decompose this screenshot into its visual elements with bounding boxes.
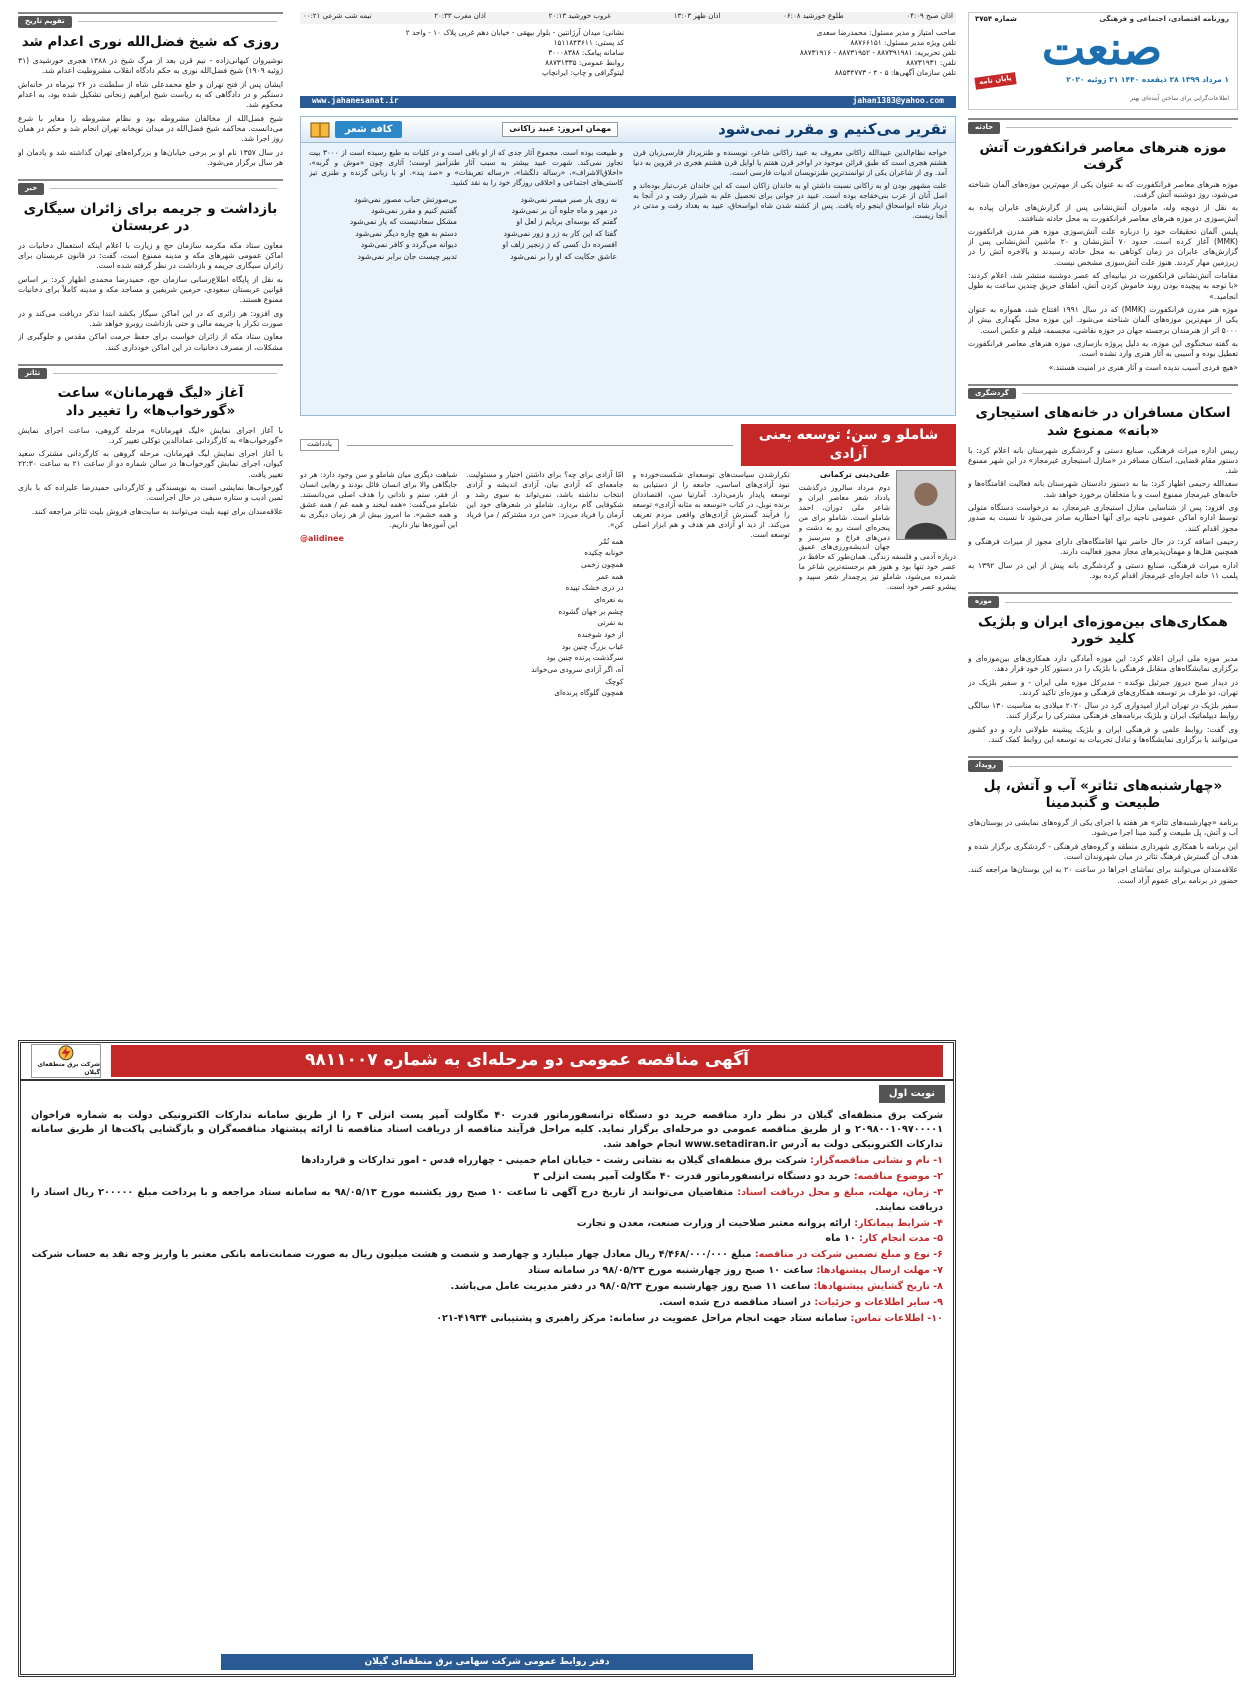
paragraph: به نقل از پایگاه اطلاع‌رسانی سازمان حج، حمیدرضا محمدی اظهار کرد: بر اساس قوانین عربستان سعودی، حرمین شریفین و مساجد مکه و مدینه کاملاً برای دخانیات ممنوع هستند.	[18, 274, 283, 305]
poem-line: همچون زخمی	[580, 559, 624, 569]
story-frankfurt	[968, 118, 1238, 376]
tender-round-badge: نوبت اول	[879, 1085, 945, 1103]
paragraph: معاون ستاد مکه از زائران خواست برای حفظ حرمت اماکن مقدس و جلوگیری از مشکلات، از مصرف دخانیات در این اماکن خودداری کنند.	[18, 332, 283, 352]
paragraph: امّا آزادی برای چه؟ برای داشتن اختیار و مسئولیت. جامعه‌ای که آزادی بیان، آزادی اندیشه و آزادی انتخاب نداشته باشد، نمی‌تواند به سوی رشد و شکوفایی گام بردارد. شاملو در شعرهای خود این آرمان را فریاد می‌زد: «من درد مشترکم / مرا فریاد کن».	[466, 470, 624, 529]
tender-advertisement	[18, 1040, 956, 1677]
tender-item-key: ۲- موضوع مناقصه:	[853, 1171, 943, 1183]
shamlou-header	[300, 424, 956, 466]
paragraph: با آغاز اجرای نمایش «لیگ قهرمانان» مرحله گروهی، ساعت اجرای نمایش «گورخواب‌ها» به کارگردانی عمادالدین توکلی تغییر کرد.	[18, 425, 283, 445]
shamlou-column	[633, 470, 790, 1000]
paragraph: وی افزود: هر زائری که در این اماکن سیگار بکشد ابتدا تذکر دریافت می‌کند و در صورت تکرار با جریمه مالی و حتی بازداشت روبرو خواهد شد.	[18, 308, 283, 328]
talk-column	[633, 148, 947, 404]
tender-header	[21, 1043, 953, 1081]
tender-item-key: ۸- تاریخ گشایش پیشنهادها:	[813, 1281, 943, 1293]
imprint-line: نشانی: میدان آرژانتین - بلوار بیهقی - خیابان دهم غربی پلاک ۱۰ - واحد ۲	[405, 28, 624, 37]
poem-line: تدبیر چیست جان برابر نمی‌شود	[357, 251, 457, 261]
paragraph: موزه هنرهای معاصر فرانکفورت که به عنوان یکی از مهم‌ترین موزه‌های آلمان شناخته می‌شود، روز دوشنبه آتش گرفت.	[968, 179, 1238, 199]
poem-line: دیوانه می‌گردد و کافر نمی‌شود	[360, 240, 457, 250]
section-tag	[968, 756, 1238, 775]
tender-item	[31, 1186, 943, 1216]
headline: «چهارشنبه‌های تئاتر» آب و آتش، پل طبیعت و گنبدمینا	[983, 777, 1223, 812]
imprint-box	[300, 28, 956, 92]
poem-column	[475, 194, 617, 262]
author-handle[interactable]: @alidinee	[300, 533, 344, 543]
tender-item	[31, 1217, 943, 1232]
tender-item	[31, 1154, 943, 1169]
poem-block	[309, 194, 623, 262]
cafe-poetry-title: تقریر می‌کنیم و مقرر نمی‌شود	[718, 120, 947, 139]
poem-line: مشکل سعادتیست که یار نمی‌شود	[349, 217, 457, 227]
paragraph: مقامات آتش‌نشانی فرانکفورت در بیانیه‌ای که عصر دوشنبه منتشر شد، اعلام کردند: «با توجه به پیچیده بودن روند خاموش کردن آتش، اطفای حریق چندین ساعت به طول انجامید.»	[968, 271, 1238, 301]
poem-line: سرگذشت پرنده چنین بود	[546, 653, 624, 663]
prayer-sunset: غروب خورشید ۲۰:۱۳	[548, 12, 611, 20]
masthead	[968, 12, 1238, 110]
tender-item-value: در اسناد مناقصه درج شده است.	[659, 1296, 811, 1308]
paragraph: خواجه نظام‌الدین عبیدالله زاکانی معروف به عبید زاکانی شاعر، نویسنده و طنزپرداز فارسی‌زبان قرن هشتم هجری است که طبق قرائن موجود در اواخر قرن هفتم یا اوایل قرن هشتم هجری در قزوین به دنیا آمد. وی از شاعران یکی از توانمندترین طنزنویسان ادبیات فارسی است.	[633, 148, 947, 177]
section-tag	[968, 118, 1238, 137]
tag-label: تئاتر	[18, 368, 47, 380]
tag-label: خبر	[18, 183, 44, 195]
poem-line: در مهر و ماه جلوه آن بر نمی‌شود	[511, 206, 617, 216]
poem-line: به نعره‌ای	[594, 594, 624, 604]
poem-line: کوچک	[605, 676, 624, 686]
issue-dates: ۱ مرداد ۱۳۹۹ ۲۸ ذیقعده ۱۴۴۰ ۲۱ ژوئیه ۲۰۲۰	[1066, 75, 1229, 84]
tender-item-key: ۷- مهلت ارسال پیشنهادها:	[816, 1265, 943, 1277]
guest-badge	[502, 122, 618, 137]
right-column	[968, 12, 1238, 897]
section-tag	[18, 179, 283, 198]
section-tag	[18, 364, 283, 383]
prayer-times	[300, 12, 956, 24]
poem-line: از خود شوخنده	[577, 629, 624, 639]
paragraph: تکرارشدن سیاست‌های توسعه‌ای شکست‌خورده و نبود آزادی‌های اساسی، جامعه را از دستیابی به توسعه پایدار بازمی‌دارد. آمارتیا سن، اقتصاددان برنده نوبل، در کتاب «توسعه به مثابه آزادی» توسعه را فرآیند گسترش آزادی‌های واقعی مردم تعریف می‌کند. از دید او آزادی هم هدف و هم ابزار اصلی توسعه است.	[632, 470, 790, 539]
paragraph: سفیر بلژیک در تهران ابراز امیدواری کرد در سال ۲۰۲۰ میلادی به مناسبت ۱۳۰ سالگی روابط دیپلماتیک ایران و بلژیک برنامه‌های فرهنگی مشترکی را برگزار کنند.	[968, 701, 1238, 721]
paragraph: وی افزود: پس از شناسایی منازل استیجاری غیرمجاز، به درخواست دستگاه متولی توسط اداره اماکن عمومی ناجیه برای آنها اخطاریه صادر می‌شود تا نسبت به صدور مجوز اقدام کنند.	[968, 503, 1238, 533]
tender-item	[31, 1170, 943, 1185]
book-icon	[309, 119, 331, 141]
masthead-tagline: اطلاعات‌گرایی برای ساختن آینده‌ای بهتر	[1130, 95, 1229, 102]
tender-item-value: خرید دو دستگاه ترانسفورماتور قدرت ۴۰ مگاولت آمپر پست انزلی ۳	[533, 1171, 851, 1183]
headline: آغاز «لیگ قهرمانان» ساعت «گورخواب‌ها» را تغییر داد	[57, 385, 244, 419]
tender-item-key: ۴- شرایط پیمانکار:	[854, 1217, 943, 1229]
story-theater-wednesdays	[968, 756, 1238, 888]
tender-item-key: ۹- سایر اطلاعات و جزئیات:	[814, 1296, 943, 1308]
poem-line: دستم به هیچ چاره دیگر نمی‌شود	[355, 228, 457, 238]
paragraph: معاون ستاد مکه مکرمه سازمان حج و زیارت با اعلام اینکه استعمال دخانیات در اماکن عمومی شهرهای مکه و مدینه ممنوع است، گفت: در قانون عربستان برای زائران سیگاری جریمه و بازداشت در نظر گرفته شده است.	[18, 240, 283, 271]
shamlou-columns	[300, 470, 956, 1000]
shamlou-title: شاملو و سن؛ توسعه یعنی آزادی	[741, 424, 956, 466]
tag-label: رویداد	[968, 760, 1003, 772]
paragraph: در سال ۱۳۵۷ نام او بر برخی خیابان‌ها و بزرگراه‌های تهران گذاشته شد و یادمان او هر سال برگزار می‌شود.	[18, 147, 283, 167]
poem-line: گفتا که این کار به زر و زور نمی‌شود	[503, 228, 617, 238]
paragraph: علت مشهور بودن او به زاکانی نسبت داشتن او به خاندان زاکان است که این خاندان عرب‌تبار بوده‌اند و اصل آنان از عرب بنی‌خفاجه بوده است. عبید در جوانی برای تحصیل علم به شیراز رفت و در آنجا به دربار شاه ابواسحاق اینجو راه یافت. پس از کشته شدن شاه ابواسحاق، عبید به بغداد رفت و مدتی در آنجا زیست.	[633, 180, 947, 220]
paragraph: به نقل از دویچه وله، ماموران آتش‌نشانی پس از گزارش‌های عابران پیاده به آتش‌سوزی در موزه هنرهای معاصر فرانکفورت به محل حادثه شتافتند.	[968, 203, 1238, 223]
poem-line: همه تُمّر	[598, 536, 624, 546]
imprint-line: صاحب امتیاز و مدیر مسئول: محمدرضا سعدی	[816, 28, 956, 37]
paragraph: شیخ فضل‌الله از مخالفان مشروطه بود و نظام مشروطه را مغایر با شرع می‌دانست. محاکمه شیخ فضل‌الله در میدان توپخانه تهران انجام شد و حکم در همان روز اجرا شد.	[18, 113, 283, 144]
imprint-line: لیتوگرافی و چاپ: ایرانچاپ	[542, 67, 624, 77]
company-name: شرکت برق منطقه‌ای گیلان	[37, 1060, 100, 1076]
headline: موزه هنرهای معاصر فرانکفورت آتش گرفت	[979, 139, 1227, 174]
lightning-icon	[51, 1045, 81, 1061]
paragraph: مدیر موزه ملی ایران اعلام کرد: این موزه آمادگی دارد همکاری‌های بین‌موزه‌ای و برگزاری نمایشگاه‌های متقابل فرهنگی با بلژیک را در دستور کار خود قرار دهد.	[968, 653, 1238, 674]
prayer-midnight: نیمه شب شرعی ۰۰:۲۱	[303, 12, 372, 20]
column-label: یادداشت	[300, 439, 339, 451]
shamlou-column	[466, 470, 623, 1000]
talk-column	[309, 148, 623, 404]
email-link[interactable]: jahan1383@yahoo.com	[852, 96, 944, 105]
newspaper-page	[18, 12, 1238, 1677]
tender-item-value: متقاضیان می‌توانند از تاریخ درج آگهی تا ساعت ۱۰ صبح روز یکشنبه مورخ ۹۸/۰۵/۱۳ به سامانه ستاد مراجعه و با پرداخت مبلغ ۲۰۰۰۰۰ ریال اسناد را دریافت نمایند.	[31, 1186, 943, 1213]
poem-line: بی‌صورتش حباب مصور نمی‌شود	[354, 194, 457, 204]
paragraph: «هیچ فردی آسیب ندیده است و آثار هنری در امنیت هستند.»	[1048, 362, 1238, 372]
poem-line: در دری خشک تپیده	[565, 583, 624, 593]
shamlou-article	[300, 424, 956, 984]
shamlou-poem	[466, 536, 623, 699]
story-fazlollah	[18, 12, 283, 171]
poem-line: نه روی یار صبر میسر نمی‌شود	[520, 194, 617, 204]
cafe-poetry-columns	[301, 143, 955, 409]
tender-footer: دفتر روابط عمومی شرکت سهامی برق منطقه‌ای گیلان	[221, 1654, 753, 1670]
tender-item-value: ساعت ۱۰ صبح روز چهارشنبه مورخ ۹۸/۰۵/۲۳ در سامانه ستاد	[528, 1265, 814, 1277]
paragraph: علاقه‌مندان می‌توانند برای تماشای اجراها در ساعت ۲۰ به این بوستان‌ها مراجعه کنند. حضور در برنامه برای عموم آزاد است.	[968, 865, 1238, 885]
tender-item-value: سامانه ستاد جهت انجام مراحل عضویت در سامانه: مرکز راهبری و پشتیبانی ۴۱۹۳۴-۰۲۱	[436, 1312, 848, 1324]
tender-item	[31, 1280, 943, 1295]
paragraph: پلیس آلمان تحقیقات خود را درباره علت آتش‌سوزی موزه هنر مدرن فرانکفورت (MMK) آغاز کرده است. حدود ۷۰ آتش‌نشان و ۲۰ ماشین آتش‌نشانی پس از گزارش‌های عابران در زمان کوتاهی به محل حادثه رسیدند و بالاخره آتش را در زیرزمین مهار کردند. هنوز علت آتش‌سوزی مشخص نیست.	[968, 226, 1238, 267]
headline: همکاری‌های بین‌موزه‌ای ایران و بلژیک کلید خورد	[978, 613, 1228, 648]
shamlou-column	[799, 470, 956, 1000]
tender-item-key: ۱- نام و نشانی مناقصه‌گزار:	[810, 1155, 943, 1167]
paragraph: اداره میراث فرهنگی، صنایع دستی و گردشگری بانه پیش از این در سال ۱۳۹۲ به پلمب ۱۱ خانه اجاره‌ای غیرمجاز اقدام کرده بود.	[968, 560, 1238, 580]
poem-line: همه عمر	[596, 571, 624, 581]
story-belgium	[968, 592, 1238, 748]
poem-line: به نفرتی	[597, 618, 624, 628]
tender-item	[31, 1264, 943, 1279]
paragraph: سعدالله رحیمی اظهار کرد: بنا به دستور دادستان شهرستان بانه فعالیت اقامتگاه‌ها و خانه‌های غیرمجاز ممنوع است و با متخلفان برخورد خواهد شد.	[968, 479, 1238, 499]
section-tag	[968, 384, 1238, 403]
paragraph: گورخواب‌ها نمایشی است به نویسندگی و کارگردانی حمیدرضا علیزاده که با بازی ثمین ادیب و ستاره سیفی در حال اجراست.	[18, 483, 283, 503]
paragraph: در دیدار صبح دیروز جبرئیل نوکنده - مدیرکل موزه ملی ایران - و سفیر بلژیک در تهران، دو طرف بر توسعه همکاری‌های فرهنگی و موزه‌ای تاکید کردند.	[968, 677, 1238, 697]
website-link[interactable]: www.jahanesanat.ir	[312, 96, 399, 105]
tag-label: موزه	[968, 596, 999, 608]
prayer-sunrise: طلوع خورشید ۰۶:۰۸	[783, 12, 844, 20]
poem-line: گفتیم کنیم و مقرر نمی‌شود	[371, 206, 457, 216]
imprint-line: روابط عمومی: ۸۸۷۳۱۳۳۵	[545, 57, 624, 67]
imprint-line: تلفن تحریریه: ۸۸۷۳۹۱۹۸۱ - ۸۸۷۳۱۹۵۲ - ۸۸۷۳۱۹۱۶	[799, 47, 956, 57]
poem-line: گفتم که بوسه‌ای بربایم ز لعل او	[516, 217, 617, 227]
imprint-line: تلفن: ۸۸۷۳۱۹۳۱	[906, 57, 956, 67]
cafe-poetry-box	[300, 116, 956, 416]
poem-line: خونابه چکیده	[584, 548, 624, 558]
tender-item	[31, 1312, 943, 1327]
contact-bar	[300, 96, 956, 108]
author-portrait	[896, 470, 956, 540]
tender-item-value: مبلغ ۴/۴۶۸/۰۰۰/۰۰۰ ریال معادل چهار میلیارد و چهارصد و شصت و هشت میلیون ریال به صورت ضمانت‌نامه بانکی معتبر یا واریز وجه نقد به حساب شرکت	[31, 1249, 752, 1261]
tender-item-value: شرکت برق منطقه‌ای گیلان به نشانی رشت - خیابان امام خمینی - چهارراه قدس - امور تدارکات و قراردادها	[301, 1155, 807, 1167]
paragraph: رییس اداره میراث فرهنگی، صنایع دستی و گردشگری شهرستان بانه اعلام کرد: با دستور مقام قضایی، اسکان مسافر در «منازل استیجاری غیرمجاز» در این شهر ممنوع شد.	[968, 445, 1238, 476]
poem-line: عاشق حکایت که او را بر نمی‌شود	[510, 251, 617, 261]
imprint-line: سامانه پیامک: ۳۰۰۰۸۳۸۸	[548, 47, 624, 57]
tender-item	[31, 1296, 943, 1311]
newspaper-logo: صنعت	[1041, 20, 1163, 75]
paragraph: برنامه «چهارشنبه‌های تئاتر» هر هفته با اجرای یکی از گروه‌های نمایشی در بوستان‌های آب و آتش، پل طبیعت و گنبد مینا اجرا می‌شود.	[968, 818, 1238, 838]
story-smoking-pilgrims	[18, 179, 283, 356]
issue-number: شماره ۳۷۵۴	[975, 15, 1017, 23]
tender-item-value: ارائه پروانه معتبر صلاحیت از وزارت صنعت، معدن و تجارت	[576, 1217, 851, 1229]
tender-intro: شرکت برق منطقه‌ای گیلان در نظر دارد مناقصه خرید دو دستگاه ترانسفورماتور قدرت ۴۰ مگاولت آمپر پست انزلی ۳ را از طریق سامانه تدارکات الکترونیکی دولت به شماره فراخوان ۲۰۹۸۰۰۱۰۹۷۰۰۰۰۱ و از طریق مناقصه عمومی دو مرحله‌ای برگزار نماید. کلیه مراحل فرآیند مناقصه از دریافت اسناد مناقصه تا ارائه پیشنهاد مناقصه‌گران و بازگشایی پاکت‌ها از طریق سامانه تدارکات الکترونیکی دولت به آدرس www.setadiran.ir انجام خواهد شد.	[31, 1109, 943, 1151]
tender-title: آگهی مناقصه عمومی دو مرحله‌ای به شماره ۹۸۱۱۰۰۷	[111, 1045, 943, 1076]
poem-line: آه، اگر آزادی سرودی می‌خواند	[531, 664, 624, 674]
guest-label: مهمان امروز:	[557, 124, 612, 134]
headline: اسکان مسافران در خانه‌های استیجاری «بانه» ممنوع شد	[975, 405, 1231, 439]
section-tag	[18, 12, 283, 31]
guest-name: عبید زاکانی	[509, 124, 555, 134]
company-logo	[31, 1044, 101, 1078]
paragraph: به گفته سخنگوی این موزه، به دلیل پروژه بازسازی، موزه هنرهای معاصر فرانکفورت تعطیل بوده و آسیبی به آثار هنری وارد نشده است.	[968, 338, 1238, 359]
section-tag	[968, 592, 1238, 611]
paragraph: علاقه‌مندان برای تهیه بلیت می‌توانند به سایت‌های فروش بلیت تئاتر مراجعه کنند.	[31, 506, 283, 516]
tender-item-key: ۳- زمان، مهلت، مبلغ و محل دریافت اسناد:	[737, 1186, 944, 1198]
tender-item-key: ۵- مدت انجام کار:	[859, 1233, 943, 1245]
tender-item	[31, 1232, 943, 1247]
paragraph: نوشیروان کیهانی‌زاده - نیم‌ قرن بعد از مرگ شیخ در ۱۳۸۸ هجری خورشیدی (۳۱ ژوئیه ۱۹۰۹) شیخ فضل‌الله نوری به حکم دادگاه انقلاب مشروطیت اعدام شد.	[18, 56, 283, 76]
poem-line: غیاب بزرگ چنین بود	[561, 641, 624, 651]
tender-body	[21, 1107, 953, 1330]
paragraph: ایشان پس از فتح تهران و خلع محمدعلی شاه از سلطنت در ۲۶ تیرماه در خانه‌اش دستگیر و در دادگاهی که به ریاست شیخ ابراهیم زنجانی تشکیل شده بود، به اعدام محکوم شد.	[18, 79, 283, 110]
prayer-maghrib: اذان مغرب ۲۰:۳۳	[434, 12, 486, 20]
prayer-subh: اذان صبح ۰۴:۰۹	[906, 12, 953, 20]
tag-label: گردشگری	[968, 388, 1016, 400]
paragraph: وی گفت: روابط علمی و فرهنگی ایران و بلژیک پیشینه طولانی دارد و دو کشور می‌توانند با برگزاری نمایشگاه‌ها و تبادل تجربیات به توسعه این روابط کمک کنند.	[968, 724, 1238, 745]
headline: روزی که شیخ فضل‌الله نوری اعدام شد	[21, 33, 280, 50]
tender-item-key: ۱۰- اطلاعات تماس:	[850, 1312, 943, 1324]
shamlou-column	[300, 470, 457, 1000]
tender-item	[31, 1248, 943, 1263]
paragraph: این برنامه با همکاری شهرداری منطقه و گروه‌های فرهنگی - گردشگری برگزار شده و هدف آن گسترش فرهنگ تئاتر در میان شهروندان است.	[968, 841, 1238, 861]
paragraph: با آغاز اجرای نمایش لیگ قهرمانان، مرحله گروهی به کارگردانی مشترک سعید کیوان، اجرای نمایش گورخواب‌ها در سالن شماره دو از ساعت ۲۱ به ساعت ۲۲:۳۰ تغییر یافت.	[18, 449, 283, 479]
story-baneh	[968, 384, 1238, 584]
cafe-label: کافه شعر	[335, 121, 402, 139]
headline: بازداشت و جریمه برای زائران سیگاری در عربستان	[23, 200, 278, 235]
person-icon	[897, 471, 955, 539]
tender-item-value: ساعت ۱۱ صبح روز چهارشنبه مورخ ۹۸/۰۵/۲۳ در دفتر مدیریت عامل می‌باشد.	[450, 1281, 811, 1293]
poem-column	[315, 194, 457, 262]
tender-item-value: ۱۰ ماه	[825, 1233, 856, 1245]
poem-line: افسرده دل کسی که ز زنجیر زلف او	[502, 240, 617, 250]
tag-label: تقویم تاریخ	[18, 16, 72, 28]
left-column	[18, 12, 283, 1027]
paragraph: شباهت دیگری میان شاملو و سن وجود دارد: هر دو جایگاهی والا برای انسان قائل بودند و رهایی انسان از فقر، ستم و نادانی را هدف اصلی می‌دانستند. شاملو می‌گفت: «همه لبخند و همه غم / همه عشق و همه خشم». ما امروز بیش از هر زمان دیگری به این آموزه‌ها نیاز داریم.	[300, 470, 458, 529]
story-champions-league-play	[18, 364, 283, 520]
poem-line: چشم بر جهان گشوده	[558, 606, 624, 616]
imprint-line: تلفن سازمان آگهی‌ها: ۵ - ۴ - ۸۸۵۳۴۷۷۳	[834, 67, 956, 77]
poem-line: همچون گلوگاه پرنده‌ای	[554, 688, 624, 698]
ribbon-badge: پایان نامه	[974, 72, 1016, 89]
tag-label: حادثه	[968, 122, 1000, 134]
paragraph: رحیمی اضافه کرد: در حال حاضر تنها اقامتگاه‌های دارای مجوز از میراث فرهنگی و همچنین هتل‌ها و مهمان‌پذیرهای مجاز مجوز فعالیت دارند.	[968, 537, 1238, 557]
cafe-poetry-header	[301, 117, 955, 143]
imprint-line: تلفن ویژه مدیر مسئول: ۸۸۷۶۶۱۵۱	[850, 37, 956, 47]
tender-item-key: ۶- نوع و مبلغ تضمین شرکت در مناقصه:	[754, 1249, 943, 1261]
paragraph: موزه هنر مدرن فرانکفورت (MMK) که در سال ۱۹۹۱ افتتاح شد، همواره به عنوان یکی از مهم‌ترین موزه‌های آلمان شناخته می‌شود. این موزه محل نگهداری بیش از ۵۰۰۰ اثر از هنرمندان برجسته جهان در حوزه نقاشی، مجسمه، فیلم و عکس است.	[968, 305, 1238, 335]
paragraph: و طبیعت بوده است. مجموع آثار جدی که از او باقی است و در کلیات به طبع رسیده است از ۳۰۰۰ بیت تجاوز نمی‌کند. شهرت عبید بیشتر به سبب آثار طنزآمیز اوست؛ آثاری چون «موش و گربه»، «اخلاق‌الاشراف»، «رساله دلگشا»، «رساله تعریفات» و «صد پند». او با زبانی گزنده و طنزی تیز کاستی‌های اجتماعی و اخلاقی روزگار خود را به نقد کشید.	[309, 148, 623, 187]
imprint-line: کد پستی: ۱۵۱۱۸۴۳۶۱۱	[553, 37, 624, 47]
author-name: علی‌دینی ترکمانی	[819, 470, 890, 480]
cafe-badge	[309, 119, 402, 141]
middle-column	[300, 12, 956, 1032]
masthead-sub: روزنامه اقتصادی، اجتماعی و فرهنگی	[1099, 15, 1229, 23]
paragraph: دوم مرداد سالروز درگذشت یادداد شعر معاصر ایران و شاعر ملی دوران، احمد شاملو است. شاملو برای من پنجره‌ای است رو به دشت و دمن‌های فراخ و سرسبز و جهان اندیشه‌ورزی‌های عمیق درباره آدمی و فلسفه زندگی. همان‌طور که حافظ در عصر خود تنها بود و هنوز هم برجسته‌ترین شاعر ما شمرده می‌شود، شاملو نیز پرچمدار شعر سپید و پیشرو عصر خود است.	[798, 482, 956, 592]
prayer-zohr: اذان ظهر ۱۳:۰۳	[673, 12, 721, 20]
